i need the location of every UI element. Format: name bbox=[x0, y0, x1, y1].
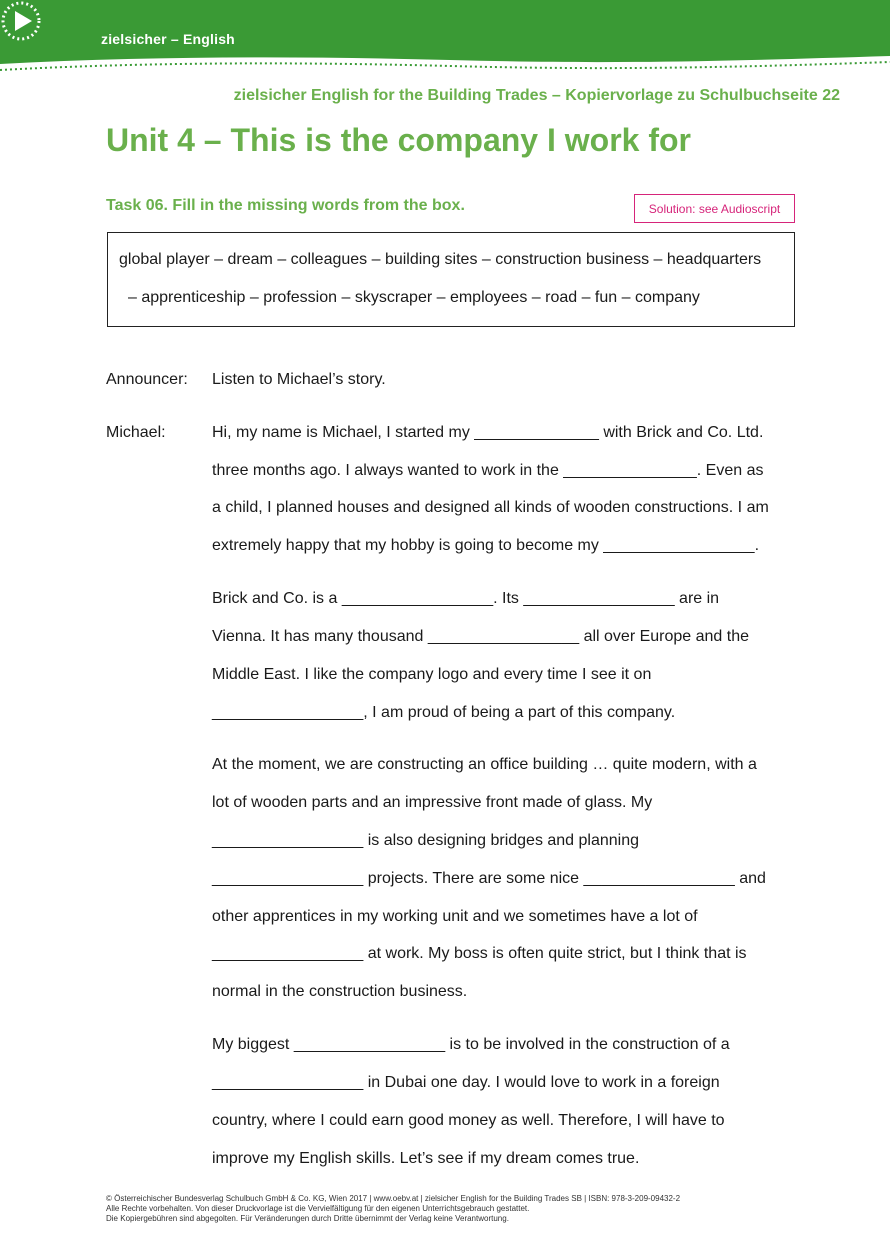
speaker-announcer: Announcer: bbox=[106, 371, 188, 388]
word-box bbox=[107, 232, 795, 327]
dialogue-line: Vienna. It has many thousand _________________ all over Europe and the bbox=[212, 628, 750, 645]
footer-line: © Österreichischer Bundesverlag Schulbuch GmbH & Co. KG, Wien 2017 | www.oebv.at | zielsicher English for the Building Trades SB | ISBN: 978-3-209-09432-2 bbox=[106, 1194, 681, 1203]
footer-line: Die Kopiergebühren sind abgegolten. Für Veränderungen durch Dritte übernimmt der Verlag keine Verantwortung. bbox=[106, 1214, 509, 1223]
dialogue-line: My biggest _________________ is to be involved in the construction of a bbox=[212, 1036, 730, 1053]
play-logo-icon bbox=[0, 0, 42, 42]
dialogue-line: lot of wooden parts and an impressive front made of glass. My bbox=[212, 794, 653, 811]
word-box-line: global player – dream – colleagues – building sites – construction business – headquarters bbox=[119, 251, 762, 268]
brand-logo-text: zielsicher – English bbox=[101, 31, 235, 47]
footer-line: Alle Rechte vorbehalten. Von dieser Druckvorlage ist die Vervielfältigung für den eigenen Unterrichtsgebrauch gestattet. bbox=[106, 1204, 530, 1213]
word-box-line: – apprenticeship – profession – skyscraper – employees – road – fun – company bbox=[128, 289, 700, 306]
dialogue-line: extremely happy that my hobby is going to become my _________________. bbox=[212, 537, 760, 554]
dialogue-line: Brick and Co. is a _________________. Its _________________ are in bbox=[212, 590, 720, 607]
dialogue-line: Middle East. I like the company logo and every time I see it on bbox=[212, 666, 652, 683]
dialogue-line: _________________ at work. My boss is often quite strict, but I think that is bbox=[212, 945, 747, 962]
announcer-text: Listen to Michael’s story. bbox=[212, 371, 386, 388]
dialogue-line: other apprentices in my working unit and we sometimes have a lot of bbox=[212, 908, 698, 925]
dialogue-line: _________________ projects. There are some nice _________________ and bbox=[212, 870, 766, 887]
dialogue-line: country, where I could earn good money as well. Therefore, I will have to bbox=[212, 1112, 725, 1129]
dialogue-line: Hi, my name is Michael, I started my ______________ with Brick and Co. Ltd. bbox=[212, 424, 764, 441]
dialogue-line: a child, I planned houses and designed all kinds of wooden constructions. I am bbox=[212, 499, 769, 516]
dialogue-line: _________________ is also designing bridges and planning bbox=[212, 832, 640, 849]
dialogue-line: three months ago. I always wanted to work in the _______________. Even as bbox=[212, 462, 764, 479]
footer-copyright bbox=[106, 1194, 680, 1224]
solution-note: Solution: see Audioscript bbox=[634, 194, 795, 223]
dialogue-line: At the moment, we are constructing an office building … quite modern, with a bbox=[212, 756, 757, 773]
dialogue-line: _________________ in Dubai one day. I would love to work in a foreign bbox=[212, 1074, 720, 1091]
page-subtitle: zielsicher English for the Building Trades – Kopiervorlage zu Schulbuchseite 22 bbox=[233, 87, 840, 104]
speaker-michael: Michael: bbox=[106, 424, 166, 441]
dialogue-line: _________________, I am proud of being a part of this company. bbox=[212, 704, 676, 721]
dialogue-line: normal in the construction business. bbox=[212, 983, 468, 1000]
dialogue-line: improve my English skills. Let’s see if my dream comes true. bbox=[212, 1150, 640, 1167]
task-instruction: Task 06. Fill in the missing words from the box. bbox=[106, 197, 465, 214]
header-banner bbox=[0, 0, 890, 80]
page-title: Unit 4 – This is the company I work for bbox=[106, 122, 691, 158]
